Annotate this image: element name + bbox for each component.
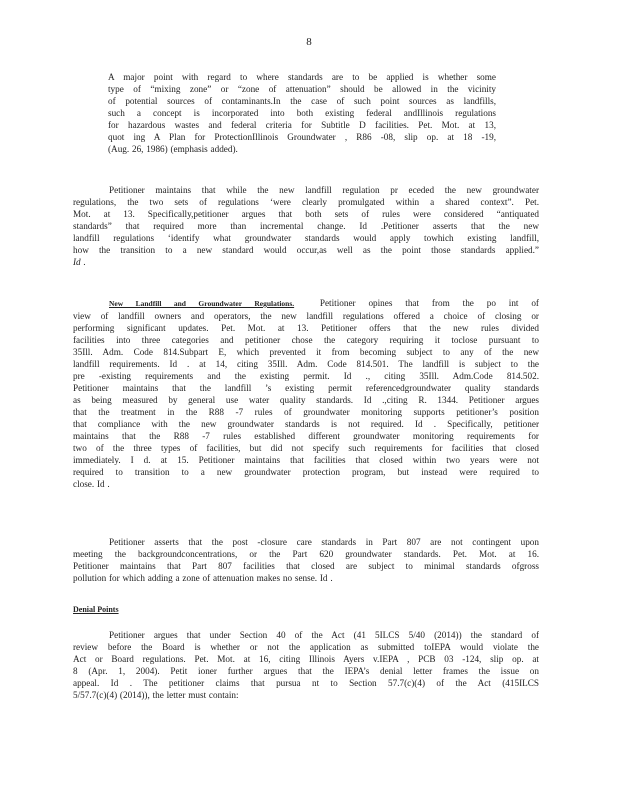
page-number: 8 <box>306 36 312 48</box>
paragraph-shared-context <box>73 184 539 268</box>
paragraph-line-text: Petitioner opines that from the po int of <box>319 298 539 308</box>
paragraph-line: performing significant updates. Pet. Mot. at 13. Petitioner offers that the new rules divided <box>73 323 539 333</box>
paragraph-line: Id . <box>73 257 86 267</box>
quote-line: of potential sources of contaminants.In the case of such point sources as landfills, <box>108 96 496 106</box>
paragraph-line: Mot. at 13. Specifically,petitioner argues that both sets of rules were considered “antiquated <box>73 209 539 219</box>
paragraph-line: pollution for which adding a zone of attenuation makes no sense. Id . <box>73 573 333 583</box>
paragraph-line: review before the Board is whether or not the application as submitted toIEPA would violate the <box>73 642 539 652</box>
quote-line: such a concept is incorporated into both existing federal andIllinois regulations <box>108 108 496 118</box>
section-heading: Denial Points <box>73 605 119 614</box>
paragraph-new-landfill <box>73 297 539 490</box>
paragraph-line: Petitioner maintains that the landfill ’s existing permit referencedgroundwater quality standards <box>73 383 539 393</box>
paragraph-line: Petitioner maintains that while the new landfill regulation pr eceded the new groundwater <box>109 185 539 195</box>
block-quote <box>108 71 496 155</box>
paragraph-line: that compliance with the new groundwater standards is not required. Id . Specifically, petitioner <box>73 419 539 429</box>
paragraph-line: landfill requirements. Id . at 14, citing 35Ill. Adm. Code 814.501. The landfill is subject to the <box>73 359 539 369</box>
quote-line: (Aug. 26, 1986) (emphasis added). <box>108 144 238 154</box>
paragraph-line: how the transition to a new standard would occur,as well as the point those standards applied.” <box>73 245 539 255</box>
paragraph-line: required to transition to a new groundwater protection program, but instead were required to <box>73 467 539 477</box>
quote-line: type of “mixing zone” or “zone of attenuation” should be allowed in the vicinity <box>108 84 496 94</box>
quote-line: quot ing A Plan for ProtectionIllinois Groundwater , R86 -08, slip op. at 18 -19, <box>108 132 496 142</box>
paragraph-line: maintains that the R88 -7 rules established different groundwater monitoring requirements for <box>73 431 539 441</box>
run-in-heading: New Landfill and Groundwater Regulations. <box>109 299 295 308</box>
paragraph-line: standards” that required more than incremental change. Id .Petitioner asserts that the new <box>73 221 539 231</box>
paragraph-line: 8 (Apr. 1, 2004). Petit ioner further argues that the IEPA’s denial letter frames the issue on <box>73 666 539 676</box>
paragraph-line: two of the three types of facilities, but did not specify such requirements for facilities that closed <box>73 443 539 453</box>
quote-line: for hazardous wastes and federal criteria for Subtitle D facilities. Pet. Mot. at 13, <box>108 120 496 130</box>
paragraph-line: immediately. I d. at 15. Petitioner maintains that facilities that closed within two years were not <box>73 455 539 465</box>
paragraph-line: pre -existing requirements and the existing permit. Id ., citing 35Ill. Adm.Code 814.502. <box>73 371 539 381</box>
paragraph-line: appeal. Id . The petitioner claims that pursua nt to Section 57.7(c)(4) of the Act (415ILCS <box>73 678 539 688</box>
paragraph-post-closure <box>73 536 539 584</box>
paragraph-line: 35Ill. Adm. Code 814.Subpart E, which prevented it from becoming subject to any of the new <box>73 347 539 357</box>
paragraph-line: facilities into three categories and petitioner chose the category requiring it toclose pursuant to <box>73 335 539 345</box>
paragraph-line: as being measured by general use water quality standards. Id .,citing R. 1344. Petitioner argues <box>73 395 539 405</box>
paragraph-line: Act or Board regulations. Pet. Mot. at 16, citing Illinois Ayers v.IEPA , PCB 03 -124, slip op. at <box>73 654 539 664</box>
paragraph-line: 5/57.7(c)(4) (2014)), the letter must contain: <box>73 690 239 700</box>
paragraph-line: meeting the backgroundconcentrations, or the Part 620 groundwater standards. Pet. Mot. at 16. <box>73 549 539 559</box>
paragraph-line: Petitioner argues that under Section 40 of the Act (41 5ILCS 5/40 (2014)) the standard of <box>109 630 539 640</box>
paragraph-line: regulations, the two sets of regulations ‘were clearly promulgated within a shared context”. Pet. <box>73 197 539 207</box>
paragraph-line: landfill regulations ‘identify what groundwater standards would apply towhich existing landfill, <box>73 233 539 243</box>
paragraph-line: close. Id . <box>73 479 110 489</box>
paragraph-line: Petitioner maintains that Part 807 facilities that closed are subject to minimal standards ofgross <box>73 561 539 571</box>
paragraph-line: that the treatment in the R88 -7 rules of groundwater monitoring supports petitioner’s position <box>73 407 539 417</box>
paragraph-denial-points <box>73 629 539 701</box>
paragraph-line: Petitioner asserts that the post -closure care standards in Part 807 are not contingent upon <box>109 537 539 547</box>
quote-line: A major point with regard to where standards are to be applied is whether some <box>108 72 496 82</box>
paragraph-line <box>73 297 539 310</box>
paragraph-line: view of landfill owners and operators, the new landfill regulations offered a choice of closing or <box>73 311 539 321</box>
